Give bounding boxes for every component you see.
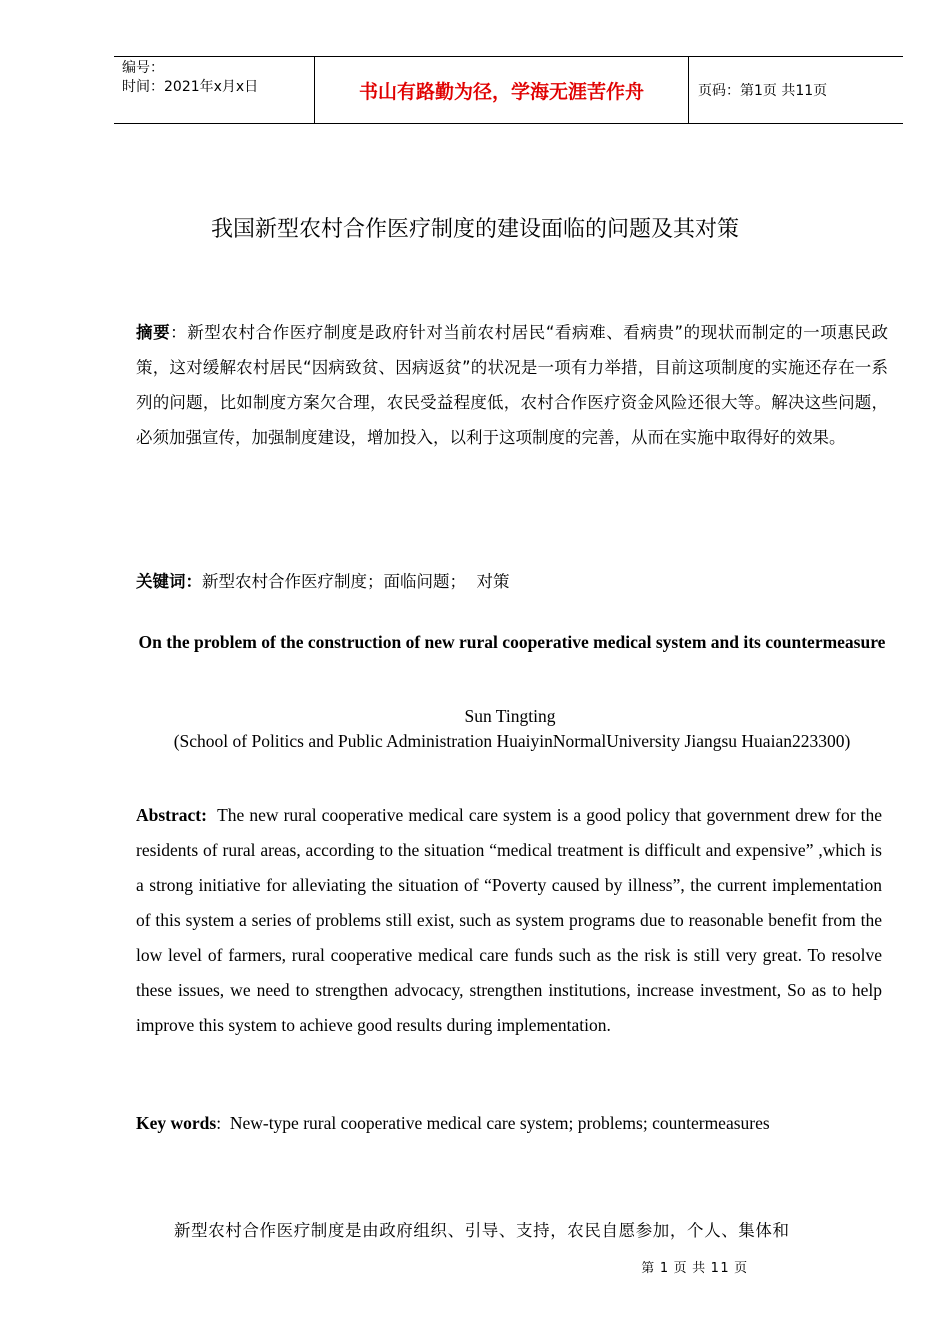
abstract-en-label: Abstract: [136, 805, 207, 825]
keywords-en-label: Key words [136, 1113, 217, 1133]
keywords-cn-text: 新型农村合作医疗制度；面临问题； 对策 [202, 572, 510, 591]
header-page-info: 页码：第1页 共11页 [698, 83, 828, 99]
keywords-en-text: New-type rural cooperative medical care system; problems; countermeasures [229, 1113, 770, 1133]
header-meta [122, 59, 258, 97]
header-time-label: 时间：2021年x月x日 [122, 79, 259, 95]
author-affiliation: (School of Politics and Public Administration HuaiyinNormalUniversity Jiangsu Huaian223300) [173, 731, 851, 751]
footer-gong: 共 [692, 1261, 707, 1276]
header-motto: 书山有路勤为径，学海无涯苦作舟 [358, 81, 644, 103]
footer-page-number: 1 [659, 1261, 670, 1276]
footer-ye: 页 [673, 1261, 689, 1276]
abstract-cn-label: 摘要 [136, 323, 171, 342]
page-footer [0, 1257, 950, 1276]
abstract-en-text: The new rural cooperative medical care system is a good policy that government drew for the residents of rural areas, according to the situation “medical treatment is difficult and expensive” ,which is a strong initiative for alleviating the situation of “Poverty caused by illness”, the current implementation of this system a series of problems still exist, such as system programs due to reasonable benefit from the low level of farmers, rural cooperative medical care funds such as the risk is still very great. To resolve these issues, we need to strengthen advocacy, strengthen institutions, increase investment, So as to help improve this system to achieve good results during implementation. [136, 805, 882, 1035]
abstract-cn [136, 315, 888, 455]
document-title: 我国新型农村合作医疗制度的建设面临的问题及其对策 [210, 217, 739, 242]
footer-ye: 页 [734, 1261, 749, 1276]
author-name: Sun Tingting [464, 706, 556, 726]
footer-total-pages: 11 [710, 1261, 731, 1276]
keywords-en [136, 1113, 770, 1134]
footer-di: 第 [641, 1261, 656, 1276]
abstract-en [136, 798, 882, 1043]
header-divider [688, 57, 689, 123]
body-paragraph: 新型农村合作医疗制度是由政府组织、引导、支持，农民自愿参加，个人、集体和 [174, 1221, 790, 1240]
keywords-cn [136, 568, 510, 592]
keywords-cn-label: 关键词： [136, 572, 202, 591]
header-number-label: 编号： [122, 60, 164, 76]
english-title: On the problem of the construction of new rural cooperative medical system and its countermeasure [138, 632, 886, 652]
keywords-en-sep: : [216, 1113, 222, 1133]
abstract-cn-text: 新型农村合作医疗制度是政府针对当前农村居民“看病难、看病贵”的现状而制定的一项惠民政策，这对缓解农村居民“因病致贫、因病返贫”的状况是一项有力举措，目前这项制度的实施还存在一系列的问题，比如制度方案欠合理，农民受益程度低，农村合作医疗资金风险还很大等。解决这些问题，必须加强宣传，加强制度建设，增加投入，以利于这项制度的完善，从而在实施中取得好的效果。 [136, 323, 888, 447]
abstract-cn-sep: ： [170, 323, 188, 342]
page-header [114, 56, 903, 124]
